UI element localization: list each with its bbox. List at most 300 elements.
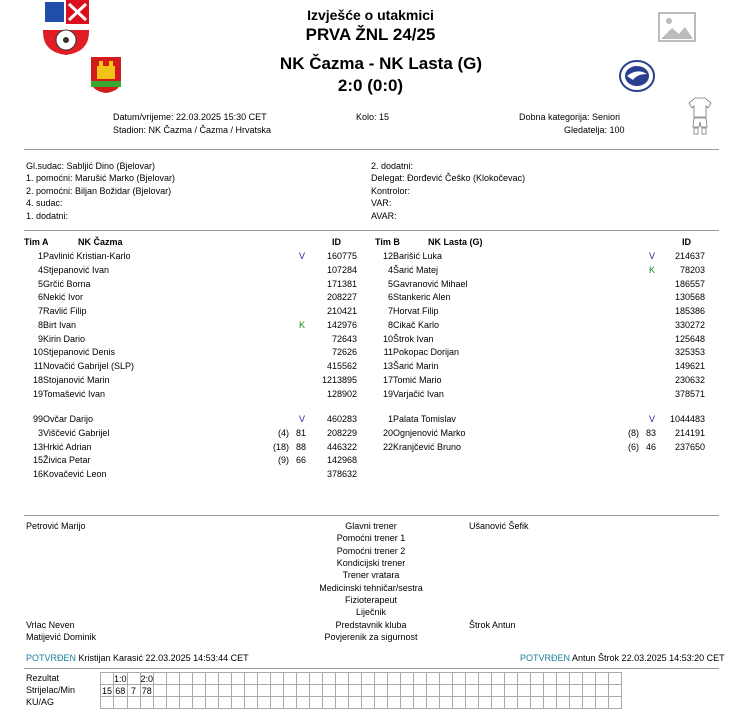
player-id: 325353 <box>674 347 705 358</box>
confirm-left-status: POTVRĐEN <box>26 653 77 663</box>
player-name: Ovčar Darijo <box>43 414 94 424</box>
player-role-mark: K <box>299 319 306 330</box>
team-a-id-header: ID <box>332 237 341 247</box>
player-row <box>0 374 741 388</box>
substitute-row <box>0 468 741 482</box>
divider <box>24 230 719 231</box>
summary-cell: 15 <box>101 685 112 696</box>
player-role-mark: V <box>299 414 306 424</box>
summary-cell <box>297 685 310 697</box>
team-b-name: NK Lasta (G) <box>428 237 483 247</box>
shirt-number: 22 <box>382 441 393 452</box>
sub-minute: 81 <box>295 427 306 438</box>
summary-cell: 2:0 <box>140 673 154 684</box>
summary-cell <box>232 673 245 685</box>
substitute-row <box>0 427 741 441</box>
summary-cell <box>466 685 479 697</box>
shirt-number: 7 <box>37 306 43 316</box>
shirt-number: 7 <box>387 306 393 316</box>
shirt-number: 1 <box>387 414 393 424</box>
substitute-row <box>0 441 741 455</box>
player-id: 160775 <box>326 251 357 261</box>
summary-cell <box>271 685 284 697</box>
player-role-mark: V <box>649 414 656 424</box>
summary-cell <box>375 673 388 685</box>
player-name: Ravlić Filip <box>43 306 87 316</box>
summary-cell <box>101 673 114 685</box>
summary-cell <box>114 697 128 709</box>
match-title: NK Čazma - NK Lasta (G) <box>279 54 483 73</box>
shirt-number: 12 <box>382 251 393 261</box>
summary-cell <box>284 685 297 697</box>
summary-cell <box>206 673 219 685</box>
summary-cell <box>427 685 440 697</box>
summary-cell <box>479 697 492 709</box>
summary-cell <box>154 673 167 685</box>
player-id: 378571 <box>674 388 705 399</box>
summary-cell <box>127 697 140 709</box>
staff-role: Glavni trener <box>345 521 397 531</box>
sub-minute: 46 <box>645 441 656 452</box>
summary-cell <box>570 685 583 697</box>
sub-minute: 66 <box>295 455 306 466</box>
summary-cell <box>492 697 505 709</box>
summary-cell <box>375 697 388 709</box>
summary-cell <box>245 673 258 685</box>
shirt-number: 10 <box>382 333 393 344</box>
player-row <box>0 264 741 278</box>
confirm-right <box>520 653 725 664</box>
staff-role: Pomoćni trener 1 <box>336 533 406 544</box>
summary-cell <box>414 673 427 685</box>
staff-home: Petrović Marijo <box>26 521 86 531</box>
sub-minute: 83 <box>645 427 656 438</box>
shirt-number: 6 <box>37 292 43 303</box>
staff-role: Povjerenik za sigurnost <box>324 632 418 643</box>
summary-cell <box>336 697 349 709</box>
official-left-line: 2. pomoćni: Biljan Božidar (Bjelovar) <box>26 185 172 196</box>
summary-cell <box>323 697 336 709</box>
shirt-number: 17 <box>382 374 393 385</box>
summary-label-scorers: Strijelac/Min <box>26 685 76 695</box>
player-id: 237650 <box>674 441 705 452</box>
shirt-number: 5 <box>387 278 393 289</box>
divider <box>24 668 719 669</box>
shirt-number: 15 <box>32 455 43 466</box>
replaced-player: (4) <box>278 427 289 438</box>
summary-cell <box>401 685 414 697</box>
summary-cell <box>180 697 193 709</box>
summary-cell <box>544 697 557 709</box>
team-b-id-header: ID <box>682 237 691 247</box>
summary-grid-row <box>101 697 622 709</box>
player-name: Stankeric Alen <box>393 292 451 303</box>
summary-cell <box>583 673 596 685</box>
match-round: Kolo: 15 <box>356 112 390 122</box>
summary-cell <box>531 673 544 685</box>
replaced-player: (18) <box>272 441 289 452</box>
official-left-line: Gl.sudac: Sabljić Dino (Bjelovar) <box>26 161 156 171</box>
summary-label-cards: KU/AG <box>26 697 55 707</box>
summary-cell <box>310 697 323 709</box>
player-id: 130568 <box>674 292 705 303</box>
summary-cell <box>609 685 622 697</box>
staff-role: Fizioterapeut <box>344 595 398 606</box>
shirt-number: 5 <box>37 278 43 289</box>
summary-cell <box>596 697 609 709</box>
shirt-number: 8 <box>387 319 393 330</box>
staff-role: Predstavnik kluba <box>335 619 407 630</box>
player-name: Nekić Ivor <box>43 292 84 303</box>
player-name: Pokopac Dorijan <box>393 347 460 358</box>
summary-grid <box>100 672 622 709</box>
match-datetime: Datum/vrijeme: 22.03.2025 15:30 CET <box>113 112 267 122</box>
summary-cell <box>362 685 375 697</box>
summary-cell <box>479 685 492 697</box>
replaced-player: (6) <box>628 441 639 452</box>
summary-cell <box>414 685 427 697</box>
shirt-number: 18 <box>32 374 43 385</box>
summary-cell: 1:0 <box>114 673 127 684</box>
summary-cell <box>349 697 362 709</box>
summary-cell <box>583 697 596 709</box>
player-name: Cikač Karlo <box>393 319 440 330</box>
spectators: Gledatelja: 100 <box>564 125 625 135</box>
player-id: 185386 <box>674 306 705 316</box>
player-id: 72643 <box>331 333 357 344</box>
staff-role: Kondicijski trener <box>336 558 406 569</box>
shirt-number: 19 <box>32 388 43 399</box>
summary-cell <box>101 697 114 709</box>
summary-cell <box>154 697 167 709</box>
summary-cell <box>466 673 479 685</box>
summary-cell <box>453 685 466 697</box>
player-id: 142976 <box>326 319 357 330</box>
summary-cell <box>193 673 206 685</box>
player-id: 107284 <box>326 264 357 275</box>
shirt-number: 6 <box>387 292 393 303</box>
player-id: 378632 <box>326 469 357 479</box>
player-name: Stjepanović Ivan <box>43 264 110 275</box>
summary-cell <box>219 685 232 697</box>
player-id: 128902 <box>326 388 357 399</box>
summary-cell <box>167 685 180 697</box>
player-name: Grčić Borna <box>43 278 91 289</box>
age-category: Dobna kategorija: Seniori <box>519 112 621 122</box>
summary-cell <box>388 685 401 697</box>
staff-role: Trener vratara <box>342 570 400 581</box>
player-id: 171381 <box>326 278 357 289</box>
player-row <box>0 360 741 374</box>
player-id: 149621 <box>674 361 705 371</box>
staff-away: Ušanović Šefik <box>469 521 529 531</box>
official-right-line: Kontrolor: <box>371 185 411 196</box>
summary-cell <box>492 685 505 697</box>
summary-cell: 7 <box>127 685 140 697</box>
summary-cell <box>375 685 388 697</box>
player-name: Stojanović Marin <box>43 374 110 385</box>
player-name: Živica Petar <box>43 455 91 466</box>
summary-cell <box>544 673 557 685</box>
player-id: 446322 <box>326 441 357 452</box>
summary-cell <box>401 673 414 685</box>
summary-cell <box>479 673 492 685</box>
summary-cell <box>349 673 362 685</box>
player-name: Kirin Dario <box>43 333 86 344</box>
shirt-number: 1 <box>37 251 43 261</box>
player-name: Novačić Gabrijel (SLP) <box>43 361 135 371</box>
summary-cell <box>362 673 375 685</box>
player-name: Tomašević Ivan <box>43 388 106 399</box>
player-row <box>0 305 741 319</box>
player-row <box>0 388 741 402</box>
summary-cell <box>180 673 193 685</box>
summary-cell <box>505 697 518 709</box>
summary-cell <box>258 697 271 709</box>
summary-cell <box>518 697 531 709</box>
summary-cell <box>206 685 219 697</box>
summary-cell <box>401 697 414 709</box>
summary-cell <box>414 697 427 709</box>
shirt-number: 16 <box>32 469 43 479</box>
summary-cell <box>258 685 271 697</box>
shirt-number: 10 <box>32 347 43 358</box>
official-right-line: 2. dodatni: <box>371 161 414 171</box>
summary-cell <box>570 697 583 709</box>
summary-grid-row <box>101 673 622 685</box>
player-name: Barišić Luka <box>393 251 443 261</box>
player-id: 210421 <box>326 306 357 316</box>
official-right-line: VAR: <box>371 198 392 209</box>
summary-cell <box>557 673 570 685</box>
staff-away: Štrok Antun <box>469 619 516 630</box>
summary-cell <box>557 685 570 697</box>
summary-cell: 68 <box>115 685 126 696</box>
summary-cell <box>518 673 531 685</box>
summary-cell <box>127 673 140 685</box>
player-id: 142968 <box>326 455 357 466</box>
substitute-row <box>0 454 741 468</box>
player-name: Kovačević Leon <box>43 469 107 479</box>
team-b-label: Tim B <box>375 237 400 247</box>
player-id: 208229 <box>326 427 357 438</box>
summary-cell <box>284 673 297 685</box>
player-id: 125648 <box>674 333 705 344</box>
report-title: Izvješće o utakmici <box>307 7 434 23</box>
player-id: 1213895 <box>321 374 357 385</box>
player-id: 415562 <box>326 361 357 371</box>
shirt-number: 9 <box>37 333 43 344</box>
staff-home: Matijević Dominik <box>26 632 97 643</box>
confirm-right-status: POTVRĐEN <box>520 653 571 663</box>
shirt-number: 20 <box>382 427 393 438</box>
staff-role: Liječnik <box>355 607 386 618</box>
summary-cell <box>609 697 622 709</box>
summary-cell <box>219 673 232 685</box>
divider <box>24 515 719 516</box>
shirt-number: 19 <box>382 388 393 399</box>
confirm-left-text: Kristijan Karasić 22.03.2025 14:53:44 CET <box>78 653 249 663</box>
summary-cell <box>388 697 401 709</box>
summary-cell <box>440 697 453 709</box>
player-name: Hrkić Adrian <box>43 441 92 452</box>
player-row <box>0 346 741 360</box>
shirt-number: 4 <box>387 264 393 275</box>
shirt-number: 4 <box>37 264 43 275</box>
player-row <box>0 291 741 305</box>
divider <box>24 149 719 150</box>
official-left-line: 1. dodatni: <box>26 210 69 221</box>
summary-cell <box>505 685 518 697</box>
player-name: Pavlinić Kristian-Karlo <box>43 251 131 261</box>
team-a-name: NK Čazma <box>78 237 123 247</box>
summary-cell <box>427 673 440 685</box>
summary-cell <box>154 685 167 697</box>
player-id: 230632 <box>674 374 705 385</box>
summary-cell: 78 <box>141 685 152 696</box>
player-name: Birt Ivan <box>43 319 77 330</box>
replaced-player: (8) <box>628 427 639 438</box>
summary-cell <box>297 697 310 709</box>
summary-cell <box>492 673 505 685</box>
sub-minute: 88 <box>295 441 306 452</box>
player-id: 186557 <box>674 278 705 289</box>
player-name: Šarić Matej <box>393 264 439 275</box>
player-name: Palata Tomislav <box>393 414 456 424</box>
player-name: Kranjčević Bruno <box>393 441 462 452</box>
summary-cell <box>323 673 336 685</box>
summary-cell <box>336 685 349 697</box>
summary-cell <box>310 673 323 685</box>
summary-cell <box>440 673 453 685</box>
player-id: 208227 <box>326 292 357 303</box>
summary-cell <box>583 685 596 697</box>
summary-cell <box>570 673 583 685</box>
player-id: 214191 <box>674 427 705 438</box>
summary-cell <box>531 697 544 709</box>
summary-cell <box>427 697 440 709</box>
summary-cell <box>206 697 219 709</box>
summary-label-result: Rezultat <box>26 673 60 683</box>
summary-cell <box>362 697 375 709</box>
summary-cell <box>232 685 245 697</box>
summary-cell <box>609 673 622 685</box>
official-left-line: 1. pomoćni: Marušić Marko (Bjelovar) <box>26 173 176 184</box>
shirt-number: 13 <box>32 441 43 452</box>
summary-cell <box>336 673 349 685</box>
confirm-left <box>26 653 249 664</box>
summary-cell <box>140 697 154 709</box>
summary-cell <box>531 685 544 697</box>
summary-cell <box>388 673 401 685</box>
official-right-line: AVAR: <box>371 210 397 221</box>
player-name: Ognjenović Marko <box>393 427 466 438</box>
summary-cell <box>193 685 206 697</box>
player-id: 460283 <box>326 414 357 424</box>
player-row <box>0 250 741 264</box>
kit-icon <box>688 97 712 135</box>
team-a-label: Tim A <box>24 237 49 247</box>
player-name: Tomić Mario <box>393 374 442 385</box>
staff-role: Pomoćni trener 2 <box>336 545 406 556</box>
summary-cell <box>245 685 258 697</box>
summary-cell <box>232 697 245 709</box>
player-row <box>0 333 741 347</box>
shirt-number: 3 <box>37 427 43 438</box>
shirt-number: 99 <box>32 414 43 424</box>
player-id: 1044483 <box>669 414 705 424</box>
summary-cell <box>349 685 362 697</box>
competition-title: PRVA ŽNL 24/25 <box>305 25 436 44</box>
summary-cell <box>284 697 297 709</box>
player-id: 214637 <box>674 251 705 261</box>
summary-cell <box>544 685 557 697</box>
summary-cell <box>219 697 232 709</box>
summary-cell <box>193 697 206 709</box>
summary-grid-row <box>101 685 622 697</box>
player-name: Horvat Filip <box>393 306 439 316</box>
summary-cell <box>271 673 284 685</box>
summary-cell <box>245 697 258 709</box>
shirt-number: 8 <box>37 319 43 330</box>
player-role-mark: K <box>649 264 656 275</box>
summary-cell <box>518 685 531 697</box>
summary-cell <box>596 685 609 697</box>
summary-cell <box>323 685 336 697</box>
staff-role: Medicinski tehničar/sestra <box>319 582 423 593</box>
shirt-number: 11 <box>33 361 43 371</box>
staff-home: Vrlac Neven <box>26 619 75 630</box>
player-name: Gavranović Mihael <box>393 278 468 289</box>
summary-cell <box>271 697 284 709</box>
summary-cell <box>297 673 310 685</box>
player-name: Varjačić Ivan <box>393 388 444 399</box>
summary-cell <box>596 673 609 685</box>
summary-cell <box>167 673 180 685</box>
summary-cell <box>453 673 466 685</box>
summary-cell <box>440 685 453 697</box>
summary-cell <box>167 697 180 709</box>
player-name: Štrok Ivan <box>393 333 434 344</box>
confirm-right-text: Antun Štrok 22.03.2025 14:53:20 CET <box>572 653 725 663</box>
summary-cell <box>557 697 570 709</box>
player-name: Šarić Marin <box>393 361 439 371</box>
summary-cell <box>453 697 466 709</box>
summary-cell <box>310 685 323 697</box>
shirt-number: 13 <box>382 361 393 371</box>
player-id: 330272 <box>674 319 705 330</box>
player-row <box>0 278 741 292</box>
player-row <box>0 319 741 333</box>
shirt-number: 11 <box>383 347 393 358</box>
summary-cell <box>505 673 518 685</box>
summary-cell <box>180 685 193 697</box>
official-right-line: Delegat: Đorđević Češko (Klokočevac) <box>371 173 526 184</box>
official-left-line: 4. sudac: <box>26 198 63 209</box>
summary-cell <box>466 697 479 709</box>
summary-cell <box>258 673 271 685</box>
player-role-mark: V <box>299 251 306 261</box>
match-stadium: Stadion: NK Čazma / Čazma / Hrvatska <box>113 125 272 135</box>
match-score: 2:0 (0:0) <box>337 76 404 95</box>
player-name: Viščević Gabrijel <box>43 427 110 438</box>
player-id: 72626 <box>331 347 357 358</box>
substitute-row <box>0 413 741 427</box>
player-id: 78203 <box>679 264 705 275</box>
replaced-player: (9) <box>278 455 289 466</box>
player-role-mark: V <box>649 251 656 261</box>
player-name: Stjepanović Denis <box>43 347 116 358</box>
